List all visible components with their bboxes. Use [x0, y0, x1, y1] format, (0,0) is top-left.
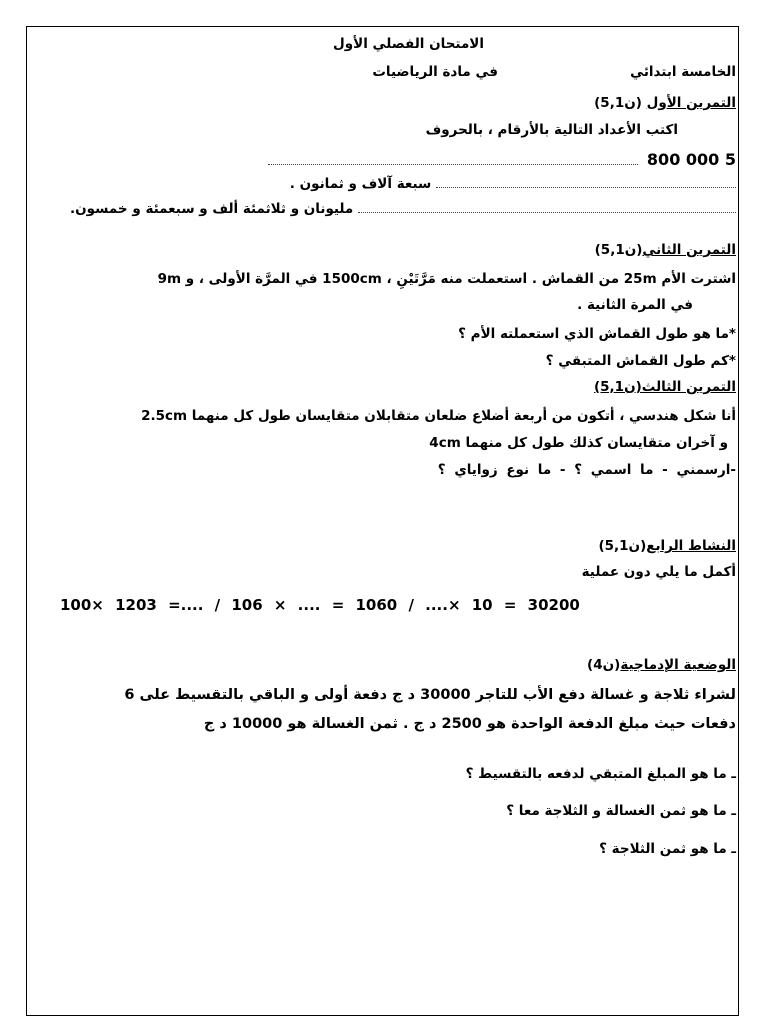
subject: في مادة الرياضيات: [372, 64, 498, 80]
ex1-text1-row: [290, 178, 736, 192]
ex1-instruction: اكتب الأعداد التالية بالأرقام ، بالحروف: [425, 122, 678, 138]
ex3-heading: [594, 381, 736, 395]
ex4-instruction: أكمل ما يلي دون عملية: [581, 564, 736, 580]
ex2-line1: اشترت الأم 25m من القماش . استعملت منه مَرَّتَيْنِ ، 1500cm في المرَّة الأولى ، و 9m: [157, 271, 736, 287]
ex4-title: النشاط الرابع: [646, 538, 736, 554]
ex5-question2: ـ ما هو ثمن الغسالة و الثلاجة معا ؟: [506, 803, 736, 819]
ex3-line1: أنا شكل هندسي ، أتكون من أربعة أضلاع ضلعان متقابلان متقايسان طول كل منهما 2.5cm: [141, 408, 736, 424]
answer-line: [358, 211, 736, 213]
ex3-line3: -ارسمني - ما اسمي ؟ - ما نوع زواياي ؟: [437, 462, 736, 478]
ex1-number-row: [268, 152, 736, 169]
answer-line: [436, 186, 736, 188]
ex1-heading: [594, 97, 736, 111]
ex5-line1: لشراء ثلاجة و غسالة دفع الأب للتاجر 30000 د ج دفعة أولى و الباقي بالتقسيط على 6: [124, 687, 736, 703]
ex2-title: التمرين الثاني: [642, 242, 736, 258]
ex5-heading: [587, 659, 736, 673]
ex5-points: (4ن): [587, 657, 621, 673]
ex4-heading: [598, 540, 736, 554]
ex4-points: (5,1ن): [598, 538, 647, 554]
ex3-points: (5,1ن): [593, 379, 642, 395]
ex3-line2: و آخران متقايسان كذلك طول كل منهما 4cm: [429, 435, 728, 451]
answer-line: [268, 163, 638, 165]
ex1-title: التمرين الأول: [646, 95, 736, 111]
ex2-question2: *كم طول القماش المتبقي ؟: [545, 353, 736, 369]
ex1-text1: سبعة آلاف و ثمانون .: [289, 176, 432, 192]
exam-page: [26, 26, 739, 1016]
ex3-title: التمرين الثالث: [641, 379, 736, 395]
ex5-question3: ـ ما هو ثمن الثلاجة ؟: [599, 841, 736, 857]
ex4-operations: 100× 1203 =.... / 106 × .... = 1060 / ....× 10 = 30200: [60, 596, 580, 614]
ex2-line2: في المرة الثانية .: [577, 297, 693, 313]
ex1-number: 800 000 5: [646, 150, 736, 169]
ex1-text2-row: [70, 203, 736, 217]
ex5-line2: دفعات حيث مبلغ الدفعة الواحدة هو 2500 د ج . ثمن الغسالة هو 10000 د ج: [203, 716, 736, 732]
exam-title: الامتحان الفصلي الأول: [333, 36, 484, 52]
ex2-question1: *ما هو طول القماش الذي استعملته الأم ؟: [458, 326, 736, 342]
ex5-question1: ـ ما هو المبلغ المتبقي لدفعه بالتقسيط ؟: [465, 766, 736, 782]
ex2-points: (5,1ن): [594, 242, 643, 258]
grade-level: الخامسة ابتدائي: [630, 64, 736, 80]
ex5-title: الوضعية الإدماجية: [620, 657, 736, 673]
ex1-text2: مليونان و ثلاثمئة ألف و سبعمئة و خمسون.: [70, 201, 354, 217]
ex1-points: (5,1ن): [594, 95, 642, 111]
ex2-heading: [595, 244, 736, 258]
